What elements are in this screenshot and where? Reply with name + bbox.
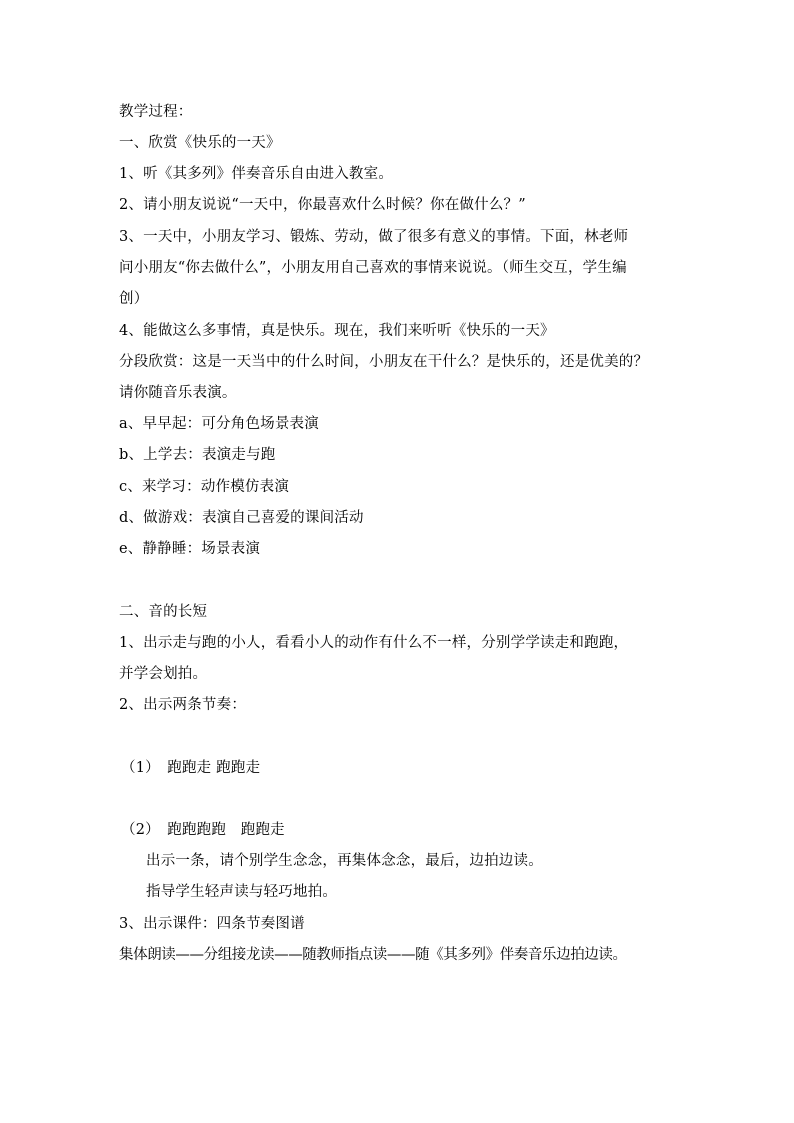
sub-item-e: e、静静睡：场景表演 bbox=[119, 541, 261, 557]
section1-title: 一、欣赏《快乐的一天》 bbox=[119, 135, 281, 151]
sub-item-c: c、来学习：动作模仿表演 bbox=[119, 479, 290, 495]
rhythm-1: （1） 跑跑走 跑跑走 bbox=[121, 760, 261, 776]
section2-title: 二、音的长短 bbox=[119, 604, 208, 620]
section1-item3-line1: 3、一天中，小朋友学习、锻炼、劳动，做了很多有意义的事情。下面，林老师 bbox=[119, 229, 629, 245]
section2-item1-line1: 1、出示走与跑的小人，看看小人的动作有什么不一样，分别学学读走和跑跑， bbox=[119, 635, 629, 651]
rhythm-2: （2） 跑跑跑跑 跑跑走 bbox=[121, 822, 285, 838]
sub-item-a: a、早早起：可分角色场景表演 bbox=[119, 416, 319, 432]
section2-item2: 2、出示两条节奏： bbox=[119, 697, 247, 713]
note-2: 指导学生轻声读与轻巧地拍。 bbox=[146, 884, 338, 900]
segment-appreciation-line2: 请你随音乐表演。 bbox=[119, 385, 237, 401]
document-heading: 教学过程： bbox=[119, 104, 193, 120]
section2-summary: 集体朗读——分组接龙读——随教师指点读——随《其多列》伴奏音乐边拍边读。 bbox=[119, 947, 627, 963]
segment-appreciation-line1: 分段欣赏：这是一天当中的什么时间，小朋友在干什么？是快乐的，还是优美的？ bbox=[119, 354, 649, 370]
section1-item3-line3: 创） bbox=[119, 291, 149, 307]
section2-item3: 3、出示课件：四条节奏图谱 bbox=[119, 916, 305, 932]
note-1: 出示一条，请个别学生念念，再集体念念，最后，边拍边读。 bbox=[146, 853, 543, 869]
section1-item3-line2: 问小朋友“你去做什么”，小朋友用自己喜欢的事情来说说。（师生交互，学生编 bbox=[119, 260, 627, 276]
section1-item4: 4、能做这么多事情，真是快乐。现在，我们来听听《快乐的一天》 bbox=[119, 323, 555, 339]
section2-item1-line2: 并学会划拍。 bbox=[119, 666, 208, 682]
sub-item-d: d、做游戏：表演自己喜爱的课间活动 bbox=[119, 510, 364, 526]
section1-item1: 1、听《其多列》伴奏音乐自由进入教室。 bbox=[119, 166, 394, 182]
section1-item2: 2、请小朋友说说“一天中，你最喜欢什么时候？你在做什么？” bbox=[119, 197, 526, 213]
sub-item-b: b、上学去：表演走与跑 bbox=[119, 447, 276, 463]
